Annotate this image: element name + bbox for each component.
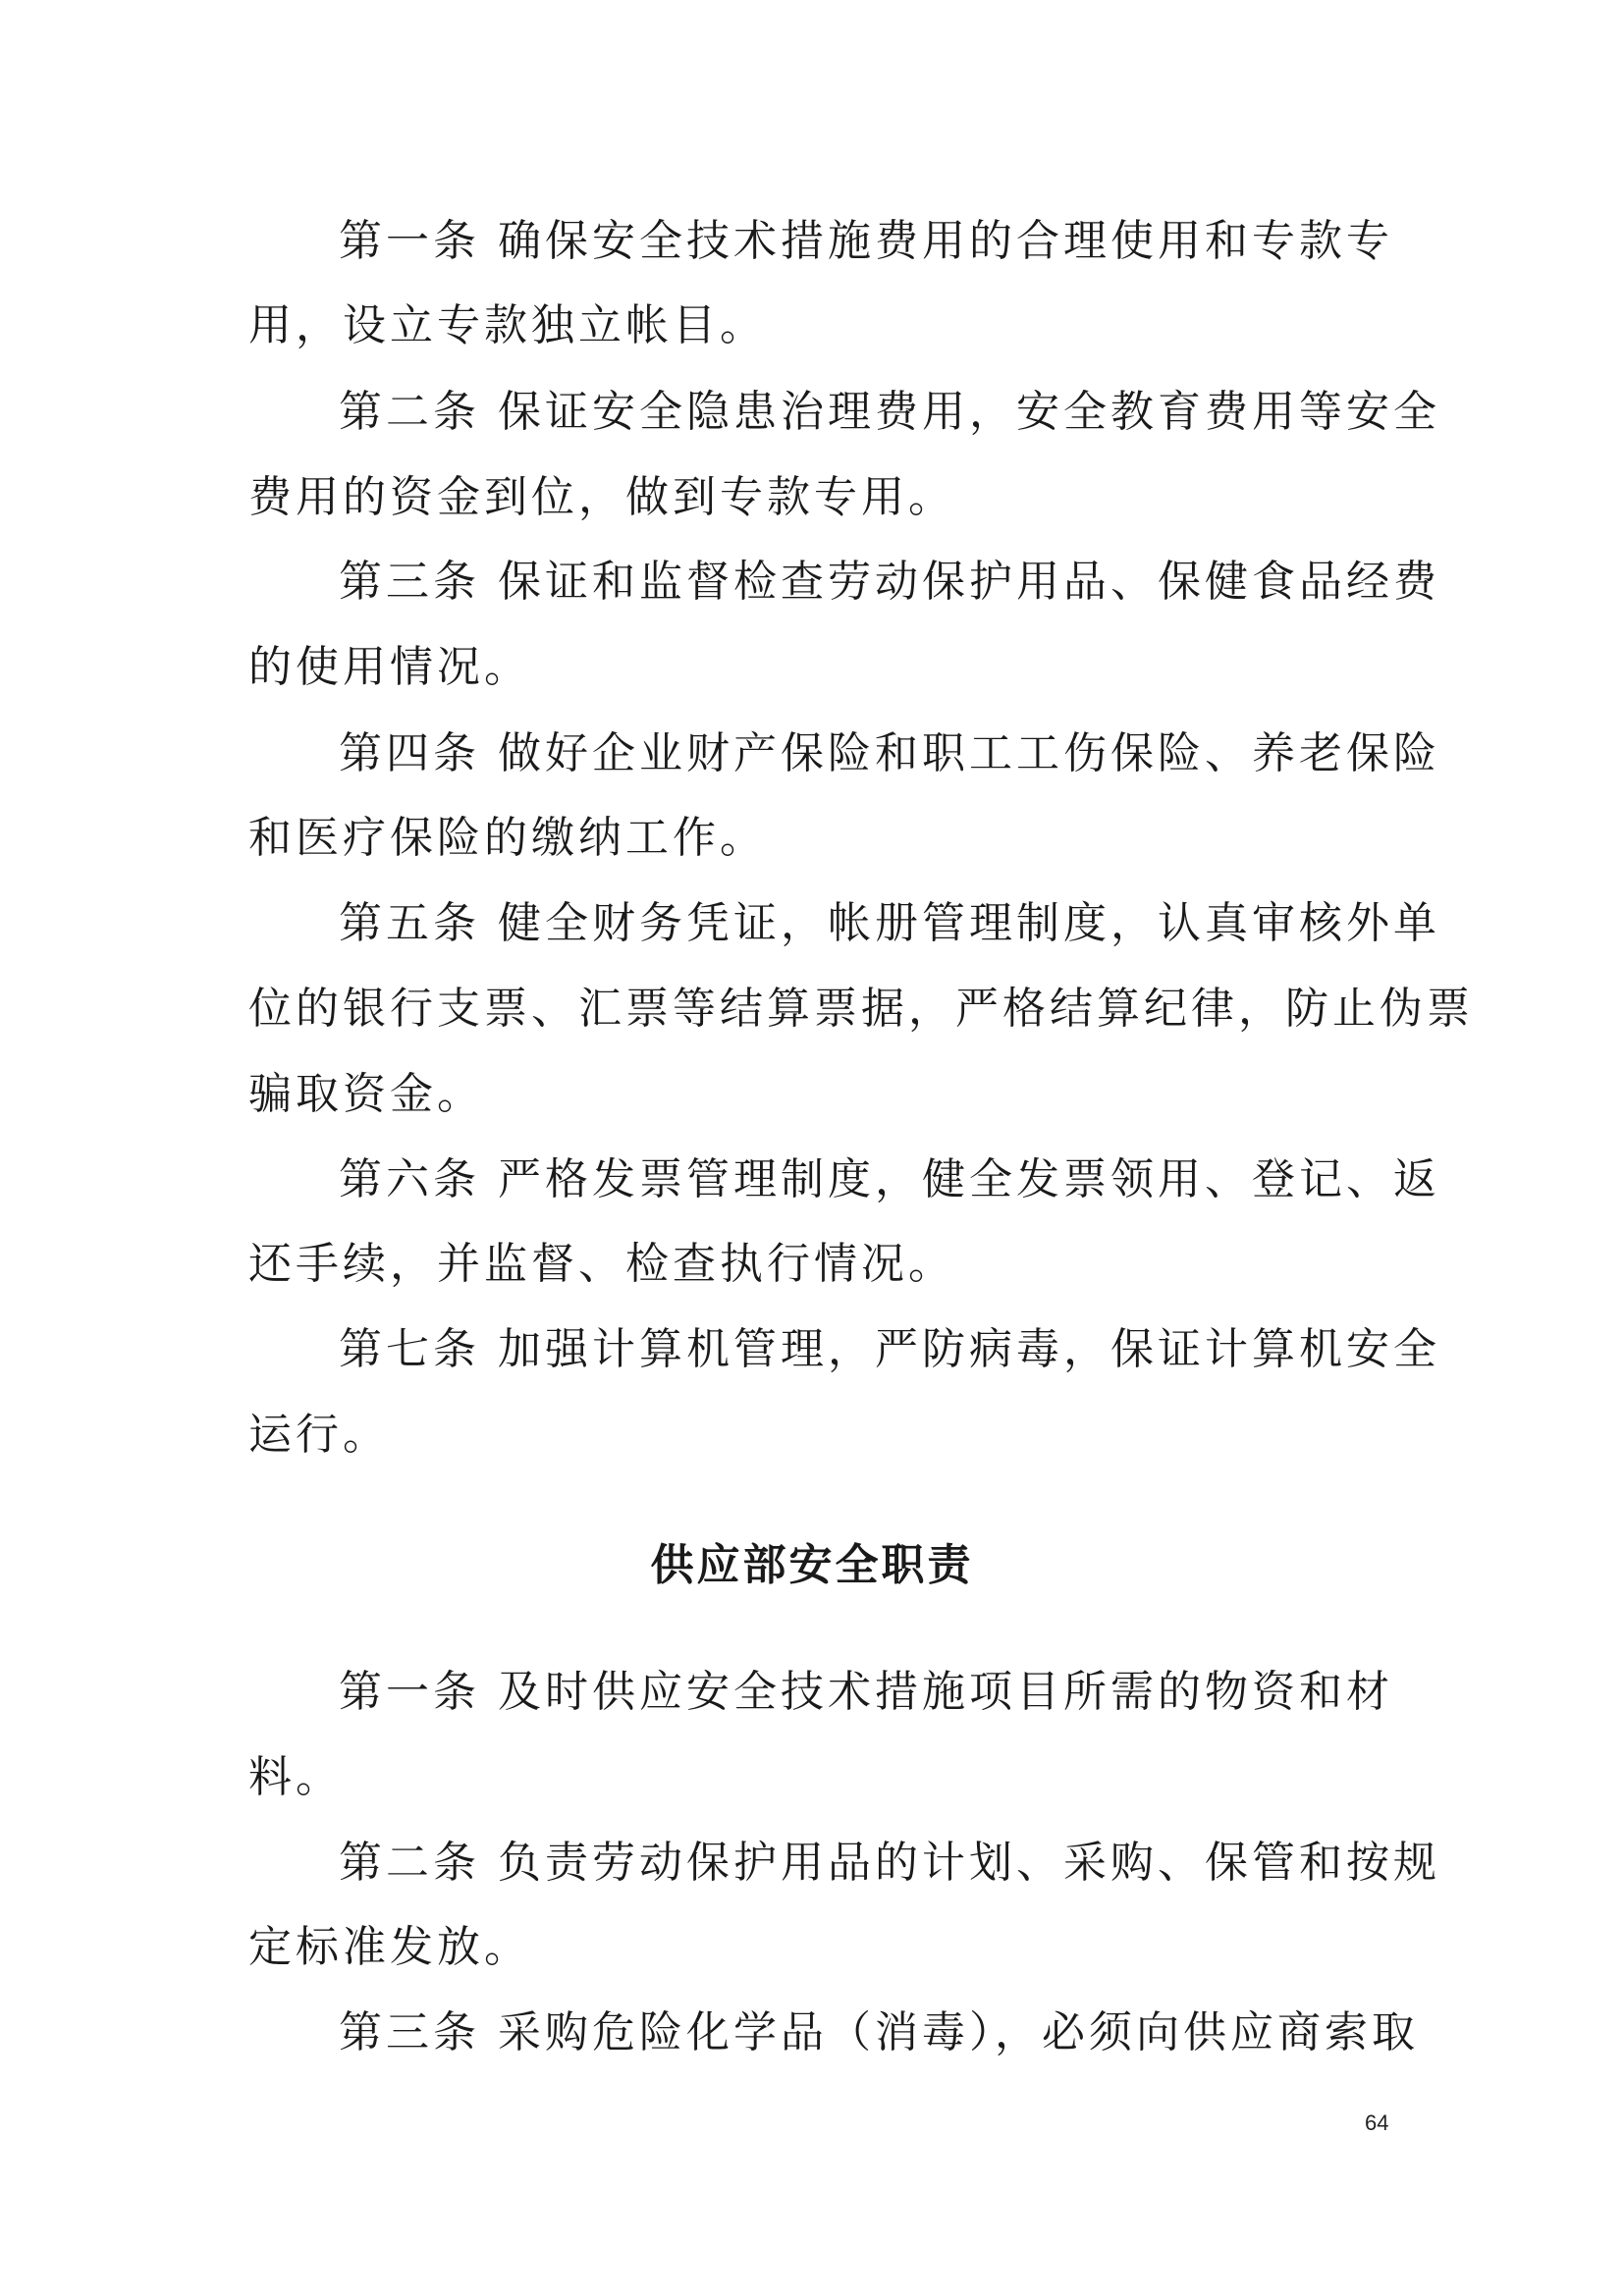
article-line: 第四条 做好企业财产保险和职工工伤保险、养老保险 (339, 728, 1440, 778)
article-line: 第三条 采购危险化学品（消毒），必须向供应商索取 (339, 2007, 1419, 2057)
article-line: 第一条 及时供应安全技术措施项目所需的物资和材 (339, 1667, 1393, 1717)
article-line: 第二条 保证安全隐患治理费用，安全教育费用等安全 (339, 387, 1440, 437)
article-line: 第七条 加强计算机管理，严防病毒，保证计算机安全 (339, 1324, 1440, 1374)
article-line: 第六条 严格发票管理制度，健全发票领用、登记、返 (339, 1154, 1440, 1204)
article-line: 第五条 健全财务凭证，帐册管理制度，认真审核外单 (339, 898, 1440, 948)
article-line: 还手续，并监督、检查执行情况。 (248, 1239, 955, 1289)
article-line: 的使用情况。 (248, 642, 531, 692)
article-line: 用，设立专款独立帐目。 (248, 300, 767, 350)
article-line: 费用的资金到位，做到专款专用。 (248, 472, 955, 522)
article-line: 和医疗保险的缴纳工作。 (248, 813, 767, 863)
article-line: 运行。 (248, 1410, 390, 1460)
section-title: 供应部安全职责 (650, 1540, 974, 1590)
page-number: 64 (1365, 2110, 1389, 2135)
article-line: 位的银行支票、汇票等结算票据，严格结算纪律，防止伪票 (248, 984, 1474, 1034)
article-line: 料。 (248, 1752, 343, 1802)
article-line: 骗取资金。 (248, 1069, 484, 1119)
article-line: 第三条 保证和监督检查劳动保护用品、保健食品经费 (339, 557, 1440, 607)
article-line: 定标准发放。 (248, 1922, 531, 1972)
article-line: 第二条 负责劳动保护用品的计划、采购、保管和按规 (339, 1838, 1440, 1888)
article-line: 第一条 确保安全技术措施费用的合理使用和专款专 (339, 216, 1393, 266)
